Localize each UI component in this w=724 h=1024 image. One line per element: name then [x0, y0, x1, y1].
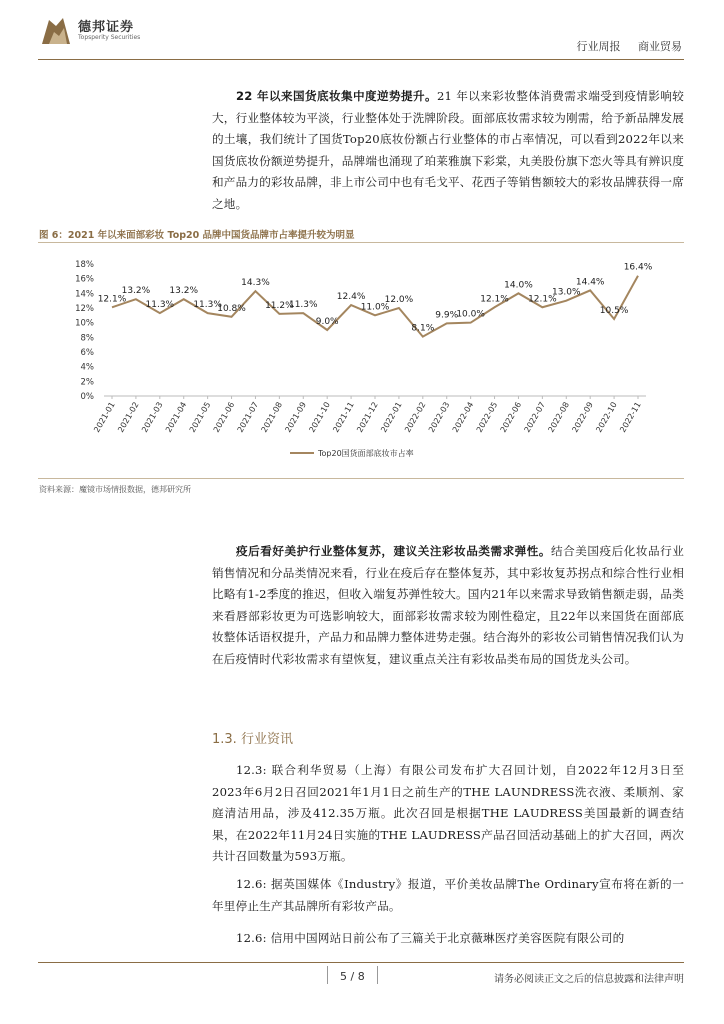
data-label: 14.4%	[575, 277, 605, 288]
x-tick-label: 2021-04	[163, 400, 189, 434]
brand-name: 德邦证券	[78, 20, 135, 35]
news-text: 联合利华贸易（上海）有限公司发布扩大召回计划，自2022年12月3日至2023年6月2日召回2021年1月1日之前生产的THE LAUNDRESS洗衣液、柔顺剂、家庭清洁用品，涉及412.35万瓶。此次召回是根据THE LAUDRESS美国最新的调查结果，在2022年11月24日实施的THE LAUDRESS产品召回活动基础上的扩大召回，两次共计召回数量为593万瓶。	[212, 763, 684, 863]
section-title: 1.3. 行业资讯	[212, 732, 293, 747]
y-tick-label: 0%	[80, 392, 94, 402]
x-tick-label: 2022-08	[546, 400, 572, 434]
y-tick-label: 16%	[75, 274, 94, 285]
y-tick-label: 2%	[80, 377, 94, 388]
x-tick-label: 2021-07	[235, 400, 261, 434]
news-item	[212, 874, 684, 917]
news-date: 12.6:	[236, 931, 267, 945]
y-tick-label: 18%	[75, 260, 94, 270]
news-text: 据英国媒体《Industry》报道，平价美妆品牌The Ordinary宣布将在新的一年里停止生产其品牌所有彩妆产品。	[212, 877, 684, 913]
x-tick-label: 2022-06	[498, 400, 524, 434]
x-tick-label: 2021-08	[259, 400, 285, 434]
data-label: 13.2%	[169, 286, 199, 297]
y-axis	[75, 260, 646, 402]
legend	[290, 448, 414, 458]
data-label: 14.3%	[241, 278, 270, 289]
paragraph-2-text: 结合美国疫后化妆品行业销售情况和分品类情况来看，行业在疫后存在整体复苏，其中彩妆复苏拐点和综合性行业相比略有1-2季度的推迟，但收入端复苏弹性较大。国内21年以来需求导致销售额走弱，品类来看唇部彩妆更为可选影响较大，面部彩妆需求较为刚性稳定，且22年以来国货在面部底妆整体话语权提升，产品力和品牌力整体进势走强。结合海外的彩妆公司销售情况我们认为在后疫情时代彩妆需求有望恢复，建议重点关注有彩妆品类布局的国货龙头公司。	[212, 544, 685, 666]
y-tick-label: 14%	[75, 289, 94, 300]
y-tick-label: 12%	[75, 304, 94, 314]
x-tick-label: 2022-05	[474, 400, 500, 434]
logo-icon	[39, 14, 73, 48]
y-tick-label: 10%	[75, 318, 94, 329]
data-label: 11.3%	[288, 300, 318, 311]
footer-divider	[38, 962, 684, 963]
data-label: 12.1%	[97, 294, 127, 305]
data-labels	[98, 263, 653, 334]
x-axis	[92, 396, 643, 434]
figure-bottom-rule	[38, 478, 684, 479]
data-label: 11.2%	[265, 300, 294, 311]
header-divider	[38, 59, 684, 60]
news-item	[212, 760, 684, 868]
paragraph-2-lead: 疫后看好美护行业整体复苏，建议关注彩妆品类需求弹性。	[236, 544, 552, 558]
data-label: 12.1%	[528, 294, 557, 305]
figure-top-rule	[38, 242, 684, 243]
x-tick-label: 2022-11	[618, 400, 643, 434]
market-share-line-chart	[38, 244, 684, 476]
data-label: 12.1%	[480, 294, 509, 305]
legend-label: Top20国货面部底妆市占率	[318, 449, 414, 458]
data-label: 11.0%	[360, 302, 390, 313]
data-label: 11.3%	[193, 300, 222, 311]
data-label: 10.5%	[599, 306, 629, 316]
news-text: 信用中国网站日前公布了三篇关于北京薇琳医疗美容医院有限公司的	[270, 931, 625, 945]
y-tick-label: 8%	[80, 333, 94, 344]
x-tick-label: 2021-09	[283, 400, 309, 434]
paragraph-1	[212, 86, 684, 215]
data-label: 14.0%	[504, 280, 533, 291]
news-date: 12.6:	[236, 877, 267, 891]
x-tick-label: 2022-10	[594, 400, 619, 434]
y-tick-label: 6%	[80, 348, 94, 358]
page-number: 5 / 8	[340, 970, 365, 983]
x-tick-label: 2021-03	[140, 400, 165, 434]
data-label: 10.8%	[217, 303, 246, 314]
paragraph-2	[212, 541, 684, 670]
x-tick-label: 2022-09	[570, 400, 595, 434]
data-label: 13.0%	[551, 287, 581, 298]
header-meta	[563, 38, 683, 54]
data-label: 8.1%	[411, 323, 435, 334]
x-tick-label: 2022-03	[426, 400, 452, 434]
x-tick-label: 2022-02	[403, 400, 428, 434]
x-tick-label: 2021-12	[355, 400, 380, 434]
x-tick-label: 2021-11	[331, 400, 356, 434]
x-tick-label: 2022-07	[522, 400, 548, 434]
brand-name-en: Topsperity Securities	[78, 34, 141, 41]
footer-disclaimer: 请务必阅读正文之后的信息披露和法律声明	[494, 974, 684, 985]
footer-separator	[327, 966, 328, 984]
x-tick-label: 2021-06	[211, 400, 237, 434]
y-tick-label: 4%	[80, 362, 94, 373]
data-label: 9.9%	[435, 310, 459, 321]
news-date: 12.3:	[236, 763, 267, 777]
data-label: 13.2%	[121, 286, 151, 297]
data-label: 12.0%	[384, 295, 414, 305]
footer-separator	[377, 966, 378, 984]
news-item	[212, 928, 684, 950]
figure-title: 图 6：2021 年以来面部彩妆 Top20 品牌中国货品牌市占率提升较为明显	[39, 230, 355, 241]
data-label: 12.4%	[336, 292, 366, 303]
report-type: 行业周报	[576, 40, 621, 53]
x-tick-label: 2021-01	[92, 400, 117, 434]
x-tick-label: 2021-02	[116, 400, 141, 434]
paragraph-1-lead: 22 年以来国货底妆集中度逆势提升。	[236, 89, 437, 103]
data-label: 11.3%	[145, 300, 175, 311]
data-label: 10.0%	[456, 309, 485, 320]
data-label: 9.0%	[315, 317, 339, 327]
x-tick-label: 2021-05	[187, 400, 213, 434]
paragraph-1-text: 21 年以来彩妆整体消费需求端受到疫情影响较大，行业整体较为平淡，行业整体处于洗牌阶段。面部底妆需求较为刚需，给予新品牌发展的土壤，我们统计了国货Top20底妆份额占行业整体的市占率情况，可以看到2022年以来国货底妆份额逆势提升，品牌端也涌现了珀莱雅旗下彩棠，丸美股份旗下恋火等具有辨识度和产品力的彩妆品牌，非上市公司中也有毛戈平、花西子等销售额较大的彩妆品牌获得一席之地。	[212, 89, 684, 211]
x-tick-label: 2021-10	[307, 400, 332, 434]
industry-name: 商业贸易	[638, 40, 682, 53]
data-label: 16.4%	[623, 262, 653, 273]
x-tick-label: 2022-01	[379, 400, 404, 434]
x-tick-label: 2022-04	[450, 400, 476, 434]
figure-source: 资料来源：魔镜市场情报数据，德邦研究所	[39, 485, 191, 494]
